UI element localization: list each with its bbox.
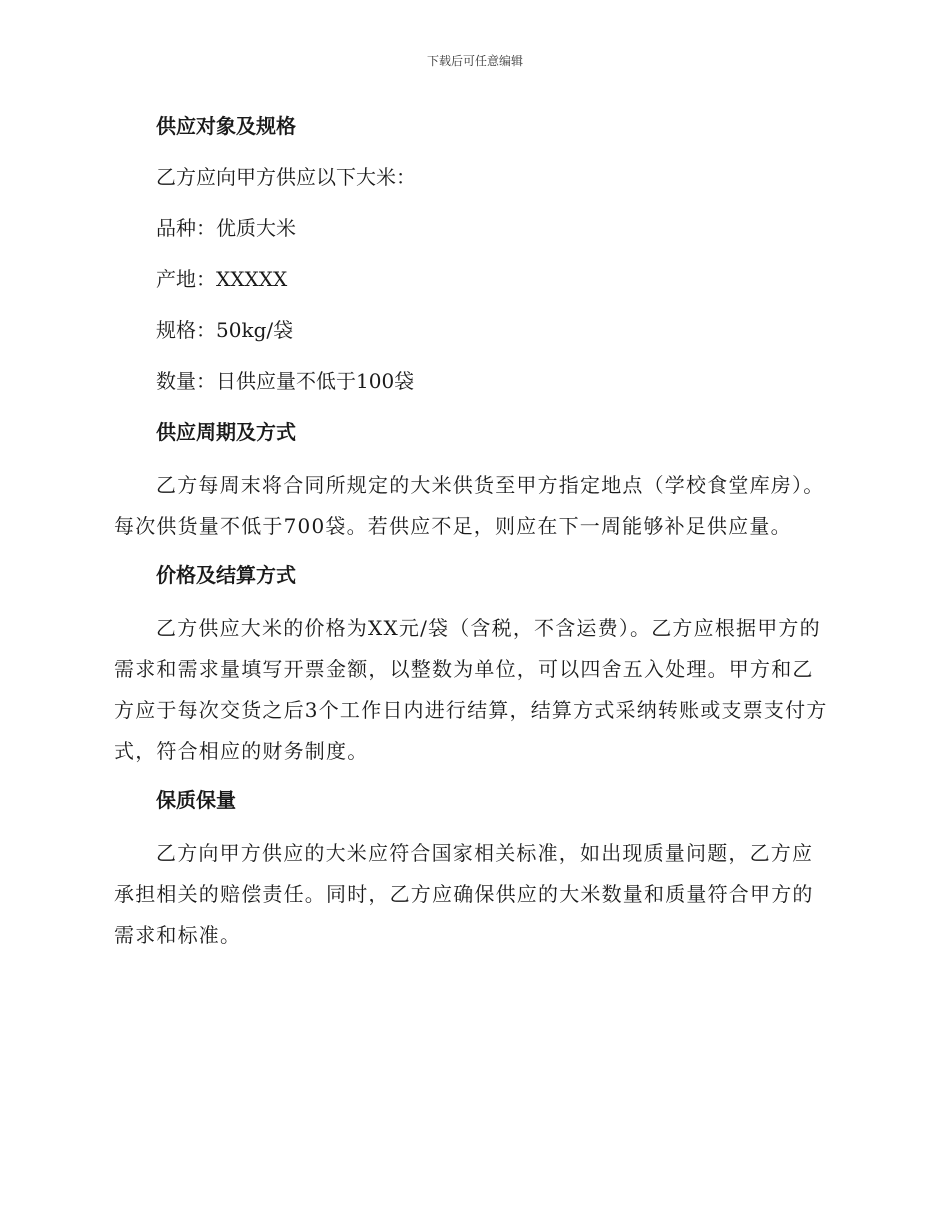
- supply-intro: 乙方应向甲方供应以下大米：: [156, 165, 416, 189]
- rice-spec: 规格：50kg/袋: [156, 318, 294, 342]
- quality-paragraph: 乙方向甲方供应的大米应符合国家相关标准，如出现质量问题，乙方应承担相关的赔偿责任。同时，乙方应确保供应的大米数量和质量符合甲方的需求和标准。: [114, 841, 814, 947]
- section-heading-quality: 保质保量: [156, 788, 236, 812]
- supply-cycle-paragraph: 乙方每周末将合同所规定的大米供货至甲方指定地点（学校食堂库房）。每次供货量不低于700袋。若供应不足，则应在下一周能够补足供应量。: [114, 473, 825, 538]
- page-header-note: 下载后可任意编辑: [426, 54, 523, 68]
- document-body: [114, 108, 834, 966]
- rice-quantity: 数量：日供应量不低于100袋: [156, 369, 415, 393]
- section-heading-supply-target: 供应对象及规格: [156, 114, 296, 138]
- section-heading-supply-cycle: 供应周期及方式: [156, 420, 296, 444]
- rice-origin: 产地：XXXXX: [156, 267, 288, 291]
- pricing-paragraph: 乙方供应大米的价格为XX元/袋（含税，不含运费）。乙方应根据甲方的需求和需求量填写开票金额，以整数为单位，可以四舍五入处理。甲方和乙方应于每次交货之后3个工作日内进行结算，结算方式采纳转账或支票支付方式，符合相应的财务制度。: [114, 616, 828, 763]
- rice-variety: 品种：优质大米: [156, 216, 296, 240]
- section-heading-pricing: 价格及结算方式: [156, 563, 296, 587]
